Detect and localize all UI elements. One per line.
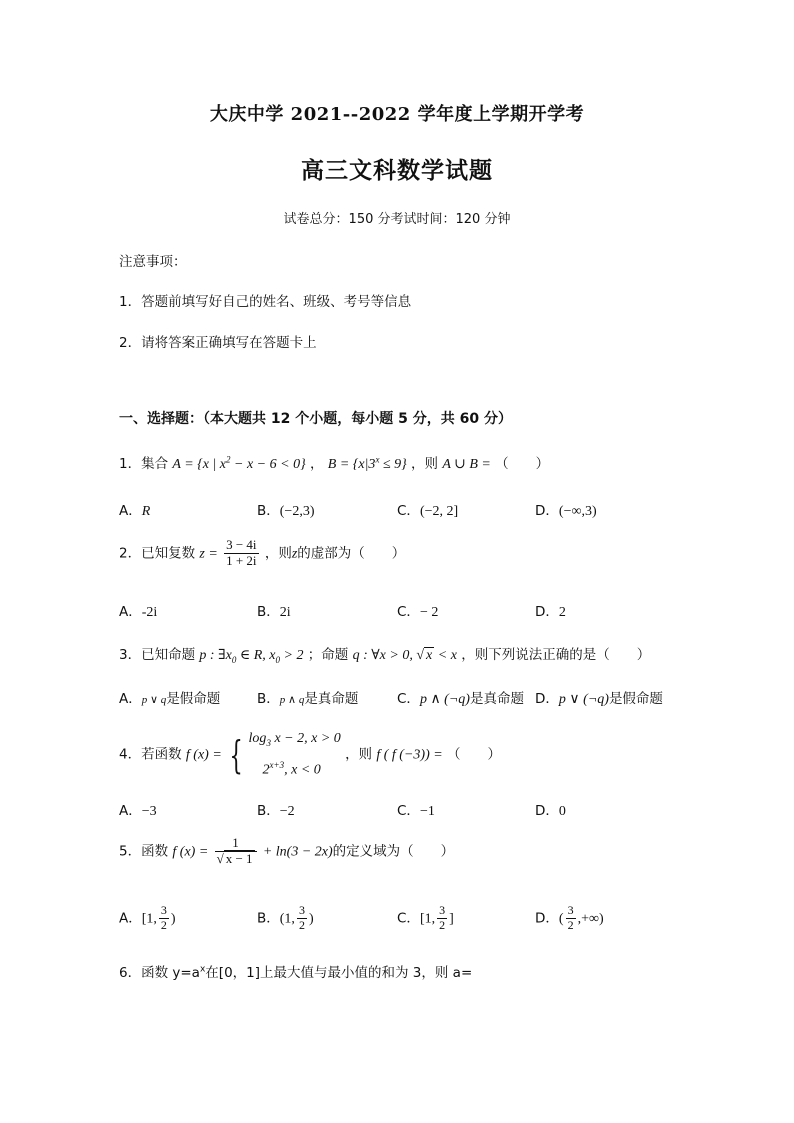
q5-option-d: D．( $\frac{3}{2}$ ,+∞) [535, 903, 604, 932]
q1-sep: ， [309, 456, 324, 472]
q5-option-a: A．[1, $\frac{3}{2}$ ) [119, 903, 176, 932]
q1-option-d: D．(−∞,3) [535, 503, 597, 519]
question-4 [119, 728, 501, 781]
q4-option-c: C．−1 [397, 803, 435, 819]
q4-prefix: 4．若函数 [119, 746, 182, 763]
question-6: 6．函数 $y=a^x$在[0，1]上最大值与最小值的和为 3，则 a= [119, 964, 473, 981]
exam-info: 试卷总分：150 分考试时间：120 分钟 [283, 212, 511, 227]
q3-option-a: A．p ∨ q是假命题 [119, 691, 221, 707]
q3-sep: ；命题 [307, 647, 349, 663]
q2-fraction: $\frac{3 - 4i}{1 + 2i}$ [226, 537, 257, 568]
note-item-2: 2．请将答案正确填写在答题卡上 [119, 335, 317, 351]
q2-zvar: z [291, 546, 298, 562]
q2-then: ，则 [264, 545, 292, 562]
subject-title: 高三文科数学试题 [301, 157, 493, 184]
q5-f: f (x) = [172, 844, 209, 860]
q2-option-c: C．− 2 [397, 604, 439, 620]
q1-paren: （ ） [495, 456, 550, 472]
q3-option-c: C．p ∧ (¬q)是真命题 [397, 691, 524, 707]
question-3 [119, 643, 650, 665]
q5-rest-math: + ln(3 − 2x) [262, 844, 333, 860]
q4-option-d: D．0 [535, 803, 566, 819]
q3-rest: ，则下列说法正确的是（ ） [461, 647, 651, 663]
q3-prefix: 3．已知命题 [119, 647, 196, 663]
notes-heading: 注意事项： [119, 254, 187, 270]
q4-then: ，则 [345, 746, 373, 763]
q4-cases: $\log_3 x - 2$, x > 0 $2^{x+3}$, x < 0 [248, 731, 341, 778]
note-item-1: 1．答题前填写好自己的姓名、班级、考号等信息 [119, 294, 412, 310]
q5-fraction: $\frac{1}{√ x - 1}$ [215, 836, 257, 867]
q1-prefix: 1．集合 [119, 456, 169, 472]
q3-option-b: B．p ∧ q是真命题 [257, 691, 359, 707]
q2-option-b: B．2i [257, 604, 291, 620]
exam-title: 大庆中学 2021--2022 学年度上学期开学考 [209, 104, 585, 125]
q2-z: z = [199, 546, 218, 562]
q5-option-c: C．[1, $\frac{3}{2}$ ] [397, 903, 454, 932]
q3-p: p : $\exists x_0$ ∈ R, $x_0 > 2$ [199, 648, 304, 665]
q4-option-b: B．−2 [257, 803, 295, 819]
q1-expr: A ∪ B = [442, 457, 491, 472]
question-2 [119, 538, 405, 569]
q2-option-d: D．2 [535, 604, 566, 620]
section-heading: 一、选择题：（本大题共 12 个小题，每小题 5 分，共 60 分） [119, 411, 512, 427]
q1-set-a: A = {x | $x^2 - x - 6 < 0$} [172, 454, 306, 472]
q5-prefix: 5．函数 [119, 843, 169, 860]
q4-expr: f ( f (−3)) = [376, 747, 443, 763]
q4-paren: （ ） [446, 746, 501, 763]
q1-option-a: A．R [119, 503, 151, 519]
q2-prefix: 2．已知复数 [119, 545, 196, 562]
q1-option-c: C．(−2, 2] [397, 503, 459, 519]
q4-brace: { [229, 732, 243, 777]
q1-option-b: B．(−2,3) [257, 503, 315, 519]
q3-q: q : ∀x > 0, √ x < x [352, 648, 457, 663]
q4-option-a: A．−3 [119, 803, 157, 819]
q2-rest: 的虚部为（ ） [297, 545, 406, 562]
question-1 [119, 452, 549, 473]
q5-option-b: B．(1, $\frac{3}{2}$ ) [257, 903, 314, 932]
question-5 [119, 836, 454, 867]
q3-option-d: D．p ∨ (¬q)是假命题 [535, 691, 663, 707]
q4-f: f (x) = [185, 747, 222, 763]
q5-rest: 的定义域为（ ） [332, 843, 455, 860]
q2-option-a: A．-2i [119, 604, 158, 620]
q1-then: ，则 [411, 456, 439, 472]
q1-set-b: $B = \{x|3^x \le 9\}$ [327, 454, 407, 472]
